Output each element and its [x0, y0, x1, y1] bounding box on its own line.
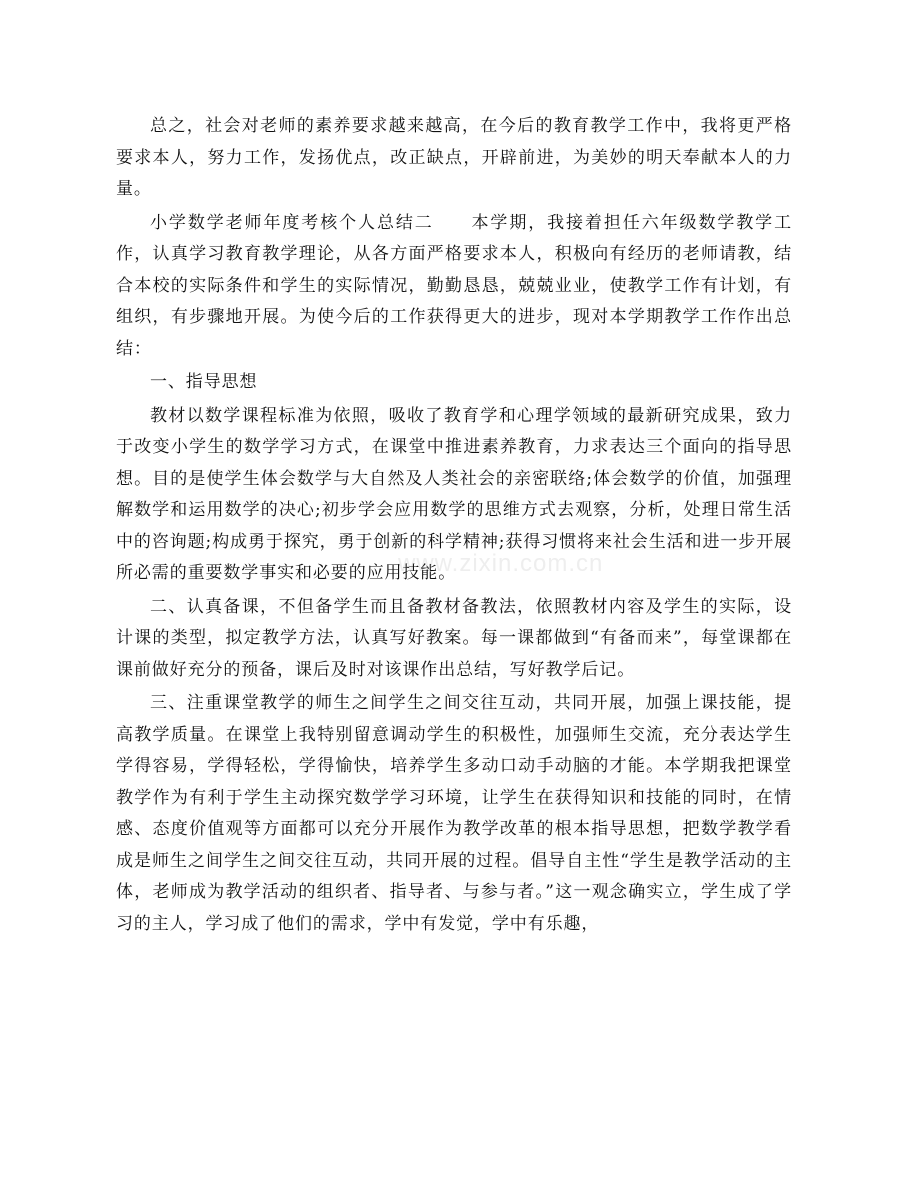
paragraph-lesson-preparation: 二、认真备课，不但备学生而且备教材备教法，依照教材内容及学生的实际，设计课的类型，拟定教学方法，认真写好教案。每一课都做到“有备而来”，每堂课都在课前做好充分的预备，课后及时对该课作出总结，写好教学后记。 [116, 596, 792, 680]
paragraph-summary-intro: 小学数学老师年度考核个人总结二 本学期，我接着担任六年级数学教学工作，认真学习教育教学理论，从各方面严格要求本人，积极向有经历的老师请教，结合本校的实际条件和学生的实际情况，勤勤恳恳，兢兢业业，使教学工作有计划，有组织，有步骤地开展。为使今后的工作获得更大的进步，现对本学期教学工作作出总结： [116, 212, 792, 359]
paragraph-classroom-teaching: 三、注重课堂教学的师生之间学生之间交往互动，共同开展，加强上课技能，提高教学质量。在课堂上我特别留意调动学生的积极性，加强师生交流，充分表达学生学得容易，学得轻松，学得愉快，培养学生多动口动手动脑的才能。本学期我把课堂教学作为有利于学生主动探究数学学习环境，让学生在获得知识和技能的同时，在情感、态度价值观等方面都可以充分开展作为教学改革的根本指导思想，把数学教学看成是师生之间学生之间交往互动，共同开展的过程。倡导自主性“学生是教学活动的主体，老师成为教学活动的组织者、指导者、与参与者。”这一观念确实立，学生成了学习的主人，学习成了他们的需求，学中有发觉，学中有乐趣， [116, 693, 792, 934]
document-body [116, 111, 792, 940]
watermark: www.zixin.com.cn [398, 550, 604, 577]
paragraph-conclusion: 总之，社会对老师的素养要求越来越高，在今后的教育教学工作中，我将更严格要求本人，努力工作，发扬优点，改正缺点，开辟前进，为美妙的明天奉献本人的力量。 [116, 116, 792, 199]
paragraph-guiding-thought: 教材以数学课程标准为依照，吸收了教育学和心理学领域的最新研究成果，致力于改变小学生的数学学习方式，在课堂中推进素养教育，力求表达三个面向的指导思想。目的是使学生体会数学与大自然及人类社会的亲密联络;体会数学的价值，加强理解数学和运用数学的决心;初步学会应用数学的思维方式去观察，分析，处理日常生活中的咨询题;构成勇于探究，勇于创新的科学精神;获得习惯将来社会生活和进一步开展所必需的重要数学事实和必要的应用技能。 [116, 405, 792, 583]
section-heading-guiding-thought: 一、指导思想 [150, 372, 258, 392]
